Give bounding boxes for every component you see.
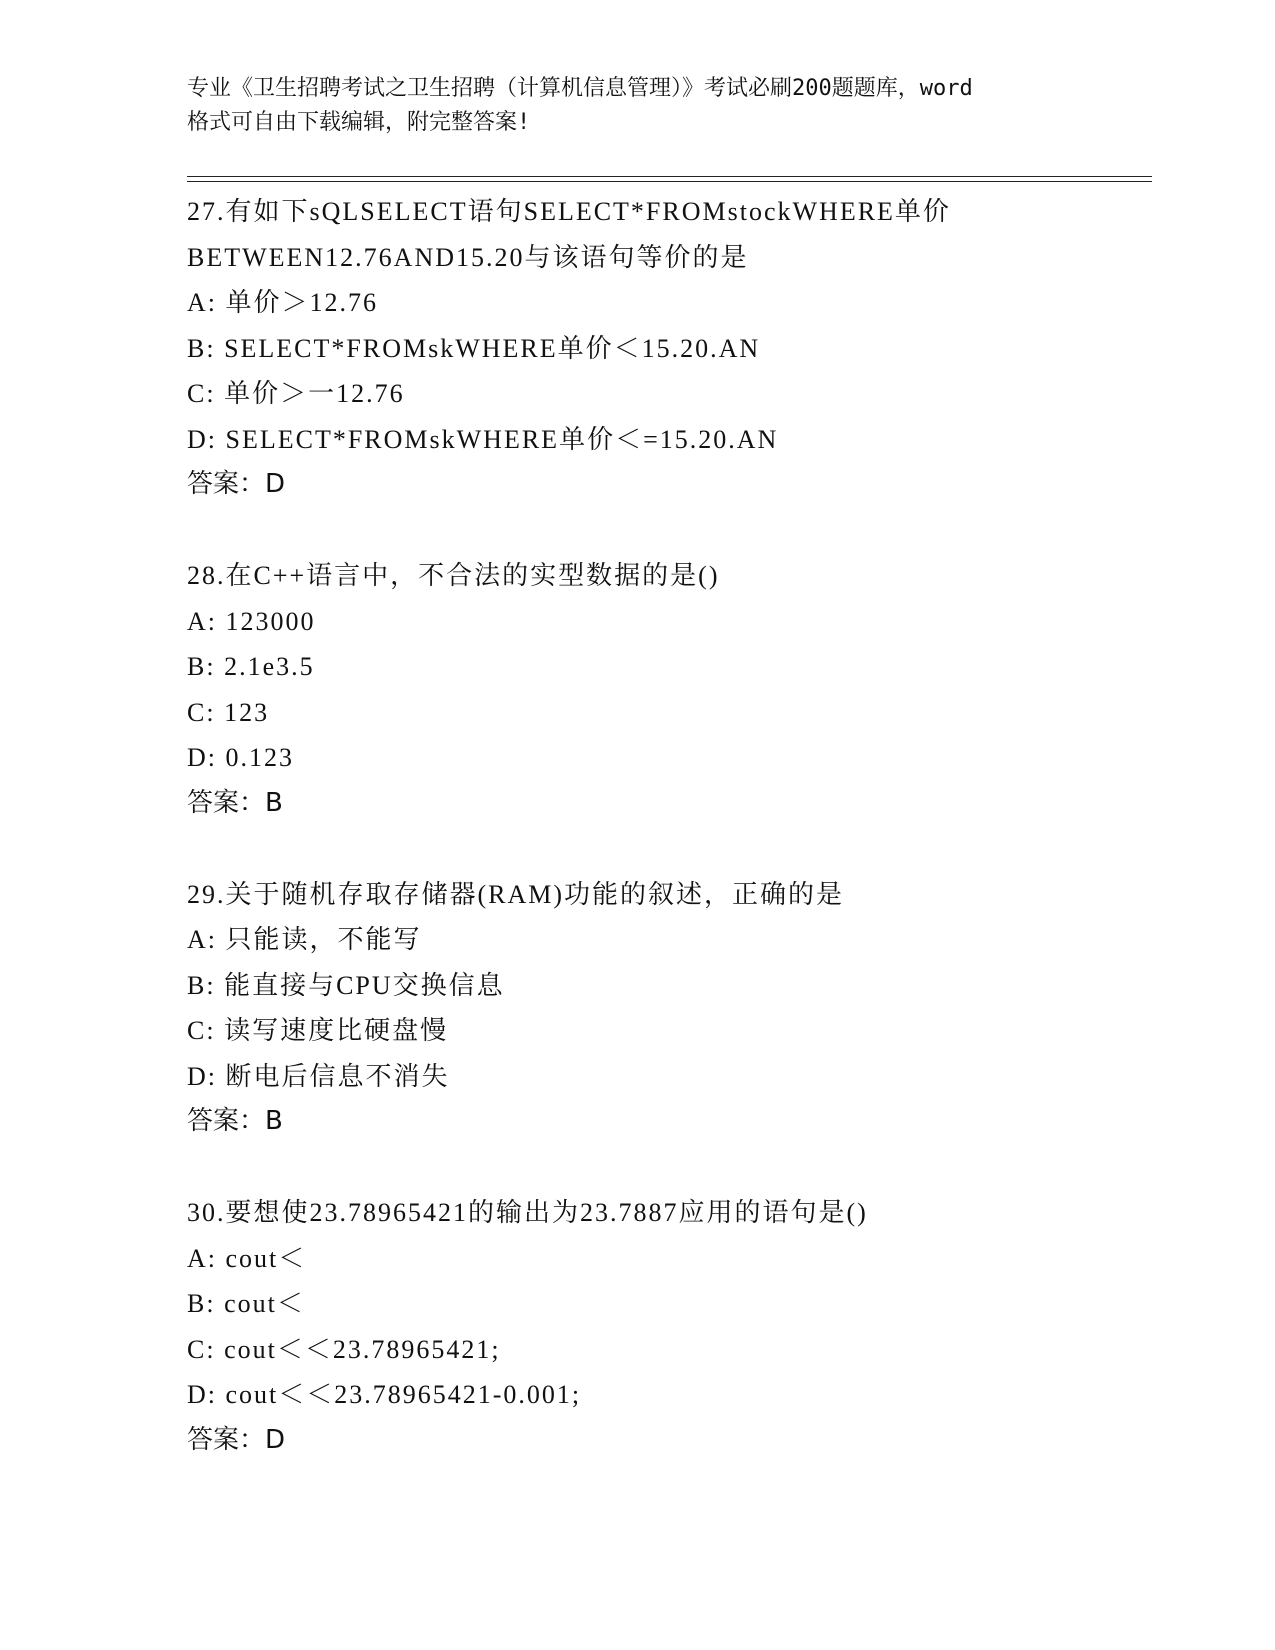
option-label: A: xyxy=(187,925,217,954)
option-text: cout＜ xyxy=(225,1243,307,1273)
answer-option xyxy=(187,963,1147,1009)
option-text: cout＜ xyxy=(224,1289,305,1318)
answer-option xyxy=(187,735,1147,781)
option-label: B: xyxy=(187,652,216,681)
option-label: C: xyxy=(187,1016,216,1045)
question-list xyxy=(187,189,1147,1463)
answer-option xyxy=(187,690,1147,736)
answer-option xyxy=(187,1372,1147,1418)
option-label: D: xyxy=(187,424,217,454)
answer-option xyxy=(187,644,1147,690)
header-line-1: 专业《卫生招聘考试之卫生招聘（计算机信息管理）》考试必刷200题题库，word xyxy=(187,76,973,101)
option-label: B: xyxy=(187,333,216,363)
answer-option xyxy=(187,326,1147,372)
question-spacer xyxy=(187,1145,1147,1191)
answer-option xyxy=(187,599,1147,645)
answer-option xyxy=(187,1281,1147,1327)
option-text: 单价＞12.76 xyxy=(225,288,379,317)
option-text: 123000 xyxy=(225,606,316,636)
question-stem: BETWEEN12.76AND15.20与该语句等价的是 xyxy=(187,242,749,272)
option-text: 能直接与CPU交换信息 xyxy=(224,970,505,1000)
question-stem: 29.关于随机存取存储器(RAM)功能的叙述，正确的是 xyxy=(187,879,845,909)
question-block xyxy=(187,553,1147,872)
answer-option xyxy=(187,1327,1147,1373)
answer-option xyxy=(187,371,1147,417)
option-text: 2.1e3.5 xyxy=(224,652,315,681)
answer-key: 答案：B xyxy=(187,1106,283,1136)
answer-option xyxy=(187,417,1147,463)
answer-option xyxy=(187,1008,1147,1054)
question-block xyxy=(187,872,1147,1191)
answer-option xyxy=(187,1236,1147,1282)
option-label: D: xyxy=(187,743,217,772)
answer-key: 答案：D xyxy=(187,1424,286,1455)
option-text: 只能读，不能写 xyxy=(225,925,422,954)
question-spacer xyxy=(187,508,1147,554)
document-header xyxy=(187,72,1087,140)
question-stem: 27.有如下sQLSELECT语句SELECT*FROMstockWHERE单价 xyxy=(187,197,951,226)
option-label: B: xyxy=(187,970,216,1000)
option-label: A: xyxy=(187,606,217,636)
option-label: B: xyxy=(187,1289,216,1318)
option-text: cout＜＜23.78965421-0.001; xyxy=(225,1380,582,1409)
question-stem: 30.要想使23.78965421的输出为23.7887应用的语句是() xyxy=(187,1198,868,1227)
option-label: A: xyxy=(187,1243,217,1273)
option-label: D: xyxy=(187,1380,217,1409)
answer-option xyxy=(187,1054,1147,1100)
option-text: 123 xyxy=(224,697,270,727)
header-divider-bottom xyxy=(187,181,1152,182)
answer-option xyxy=(187,280,1147,326)
question-block xyxy=(187,1190,1147,1463)
option-text: 读写速度比硬盘慢 xyxy=(224,1016,449,1045)
header-divider-top xyxy=(187,176,1152,177)
option-label: A: xyxy=(187,288,217,317)
option-text: 0.123 xyxy=(225,743,294,772)
answer-option xyxy=(187,917,1147,963)
option-text: 断电后信息不消失 xyxy=(225,1061,450,1091)
option-label: D: xyxy=(187,1061,217,1091)
option-text: SELECT*FROMskWHERE单价＜15.20.AN xyxy=(224,333,761,363)
option-text: SELECT*FROMskWHERE单价＜=15.20.AN xyxy=(225,424,779,454)
answer-key: 答案：B xyxy=(187,787,283,818)
answer-key: 答案：D xyxy=(187,469,286,499)
option-label: C: xyxy=(187,379,216,408)
question-block xyxy=(187,189,1147,553)
header-line-2: 格式可自由下载编辑，附完整答案! xyxy=(187,110,531,135)
option-label: C: xyxy=(187,1334,216,1364)
question-stem: 28.在C++语言中，不合法的实型数据的是() xyxy=(187,561,720,590)
option-text: cout＜＜23.78965421; xyxy=(224,1334,501,1364)
question-spacer xyxy=(187,826,1147,872)
option-label: C: xyxy=(187,697,216,727)
option-text: 单价＞一12.76 xyxy=(224,379,405,408)
